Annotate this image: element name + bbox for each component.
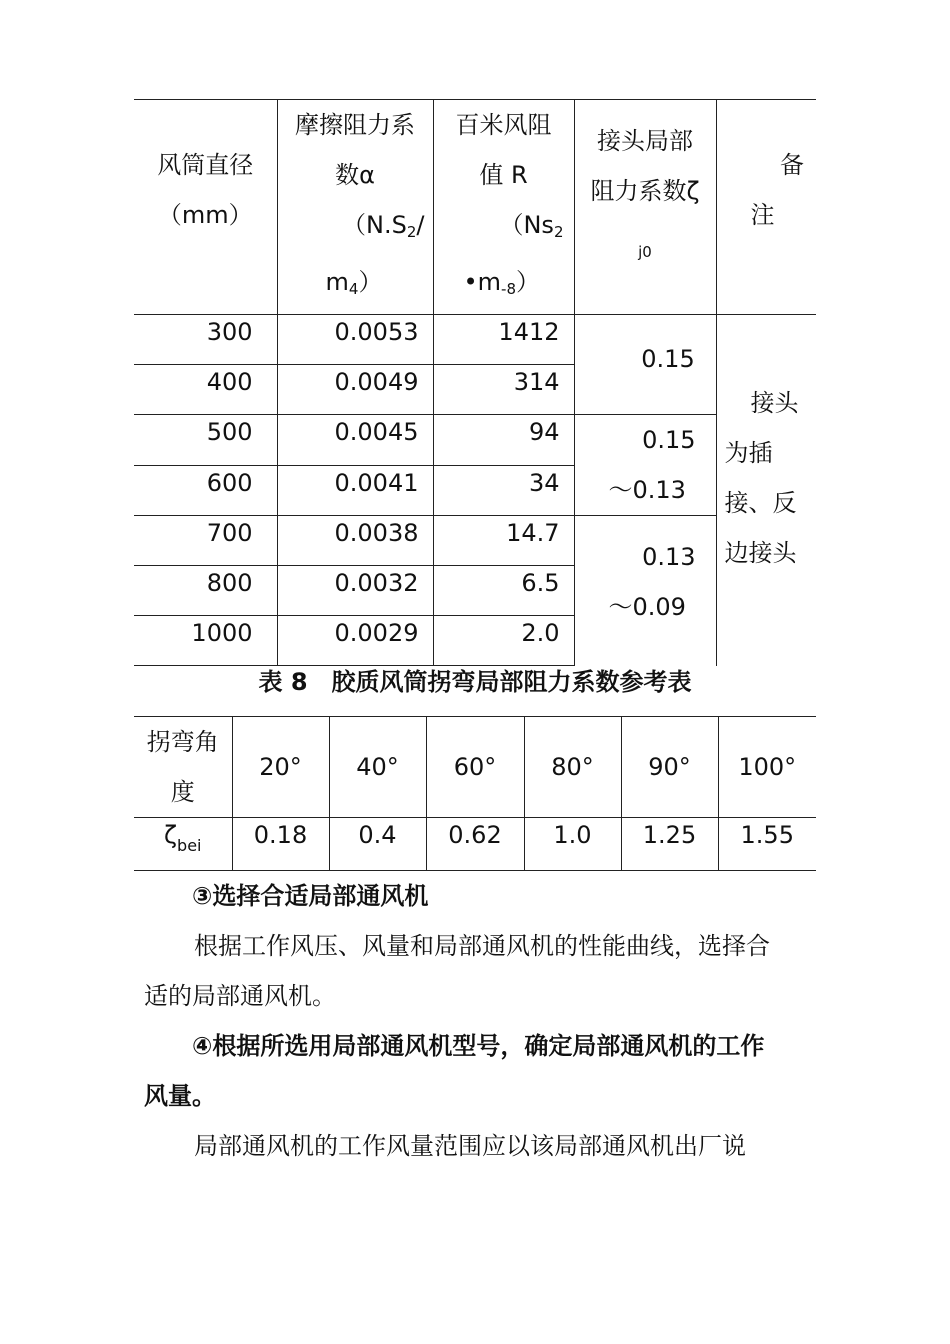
cell-resistance: 14.7: [433, 516, 574, 566]
table-row: [134, 415, 816, 466]
section-heading-4: ④根据所选用局部通风机型号，确定局部通风机的工作: [192, 1032, 765, 1060]
duct-resistance-table: [134, 99, 816, 666]
angle-cell: 60°: [426, 717, 524, 818]
cell-diameter: 300: [134, 315, 277, 365]
cell-joint-group-2: 0.15 ～0.13: [574, 415, 716, 516]
cell-resistance: 34: [433, 465, 574, 516]
cell-resistance: 2.0: [433, 616, 574, 666]
coefficient-cell: 0.18: [232, 818, 329, 871]
cell-diameter: 600: [134, 465, 277, 516]
table-header-row: [134, 100, 816, 315]
cell-diameter: 500: [134, 415, 277, 466]
cell-diameter: 400: [134, 365, 277, 415]
cell-resistance: 94: [433, 415, 574, 466]
cell-joint-group-3: 0.13 ～0.09: [574, 516, 716, 666]
cell-resistance: 6.5: [433, 566, 574, 616]
header-joint: 接头局部 阻力系数ζ j0: [574, 100, 716, 315]
table-caption: 表 8 胶质风筒拐弯局部阻力系数参考表: [258, 668, 692, 696]
angle-row: [134, 717, 816, 818]
zeta-label: $\zeta_{bei}$: [134, 818, 232, 871]
cell-friction: 0.0053: [277, 315, 433, 365]
cell-diameter: 1000: [134, 616, 277, 666]
header-diameter: 风筒直径 （mm）: [134, 100, 277, 315]
cell-diameter: 700: [134, 516, 277, 566]
cell-resistance: 1412: [433, 315, 574, 365]
paragraph-line: 局部通风机的工作风量范围应以该局部通风机出厂说: [194, 1132, 746, 1160]
coefficient-cell: 1.25: [621, 818, 718, 871]
cell-friction: 0.0041: [277, 465, 433, 516]
header-remark: 备 注: [716, 100, 816, 315]
angle-cell: 40°: [329, 717, 426, 818]
angle-cell: 80°: [524, 717, 621, 818]
cell-friction: 0.0049: [277, 365, 433, 415]
angle-cell: 90°: [621, 717, 718, 818]
bend-coefficient-table: [134, 716, 816, 871]
paragraph-line: 适的局部通风机。: [144, 982, 336, 1010]
coefficient-cell: 0.4: [329, 818, 426, 871]
cell-friction: 0.0029: [277, 616, 433, 666]
paragraph-line: 根据工作风压、风量和局部通风机的性能曲线，选择合: [194, 932, 770, 960]
coefficient-row: [134, 818, 816, 871]
coefficient-cell: 1.55: [718, 818, 816, 871]
table-row: [134, 516, 816, 566]
angle-cell: 20°: [232, 717, 329, 818]
cell-friction: 0.0038: [277, 516, 433, 566]
coefficient-cell: 1.0: [524, 818, 621, 871]
cell-friction: 0.0045: [277, 415, 433, 466]
angle-label: 拐弯角 度: [134, 717, 232, 818]
cell-remark: 接头 为插 接、反 边接头: [716, 315, 816, 666]
cell-joint-group-1: 0.15: [574, 315, 716, 415]
header-resistance: 百米风阻 值 R （$Ns_2$ $•m_{-8}$）: [433, 100, 574, 315]
coefficient-cell: 0.62: [426, 818, 524, 871]
section-heading-3: ③选择合适局部通风机: [192, 882, 429, 910]
cell-diameter: 800: [134, 566, 277, 616]
cell-friction: 0.0032: [277, 566, 433, 616]
table-row: [134, 315, 816, 365]
section-heading-4-cont: 风量。: [144, 1082, 216, 1110]
header-friction: 摩擦阻力系 数α （$N.S_2/$ $m_4$）: [277, 100, 433, 315]
angle-cell: 100°: [718, 717, 816, 818]
cell-resistance: 314: [433, 365, 574, 415]
